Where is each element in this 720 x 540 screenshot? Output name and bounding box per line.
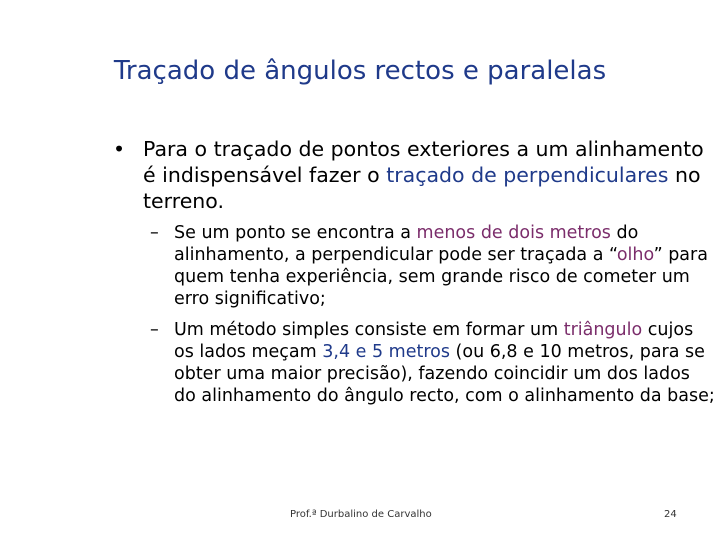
- bullet-text-part: no terreno.: [143, 163, 701, 213]
- subbullet-marker: –: [150, 320, 159, 340]
- subbullet-text-part: do alinhamento, a perpendicular pode ser traçada a “: [174, 223, 639, 265]
- bullet-marker: •: [113, 137, 126, 161]
- subbullet-text-part: cujos os lados meçam: [174, 320, 694, 362]
- subbullet-text-part: (ou 6,8 e 10 metros, para se obter uma maior precisão), fazendo coincidir um dos lados do alinhamento do ângulo recto, com o alinhamento da base;: [174, 342, 715, 406]
- subbullet-marker: –: [150, 223, 159, 243]
- subbullet-item: [150, 319, 715, 407]
- subbullet-item: [150, 222, 715, 310]
- bullet-text: [143, 136, 713, 214]
- bullet-highlight-perpendiculares: traçado de perpendiculares: [386, 163, 669, 187]
- subbullet-highlight-triangulo: triângulo: [563, 320, 643, 340]
- subbullet-text-part: ” para quem tenha experiência, sem grande risco de cometer um erro significativo;: [174, 245, 708, 309]
- footer-page-number: 24: [664, 509, 677, 520]
- bullet-text-part: Para o traçado de pontos exteriores a um alinhamento é indispensável fazer o: [143, 137, 704, 187]
- subbullet-text-part: Um método simples consiste em formar um: [174, 320, 564, 340]
- bullet-item: [113, 136, 713, 214]
- subbullet-text: [174, 222, 715, 310]
- footer-author: Prof.ª Durbalino de Carvalho: [290, 509, 432, 520]
- subbullet-highlight-distance: menos de dois metros: [416, 223, 611, 243]
- subbullet-highlight-measures: 3,4 e 5 metros: [322, 342, 450, 362]
- slide-title: Traçado de ângulos rectos e paralelas: [113, 56, 607, 86]
- subbullet-text-part: Se um ponto se encontra a: [174, 223, 417, 243]
- subbullet-highlight-olho: olho: [616, 245, 654, 265]
- subbullet-text: [174, 319, 715, 407]
